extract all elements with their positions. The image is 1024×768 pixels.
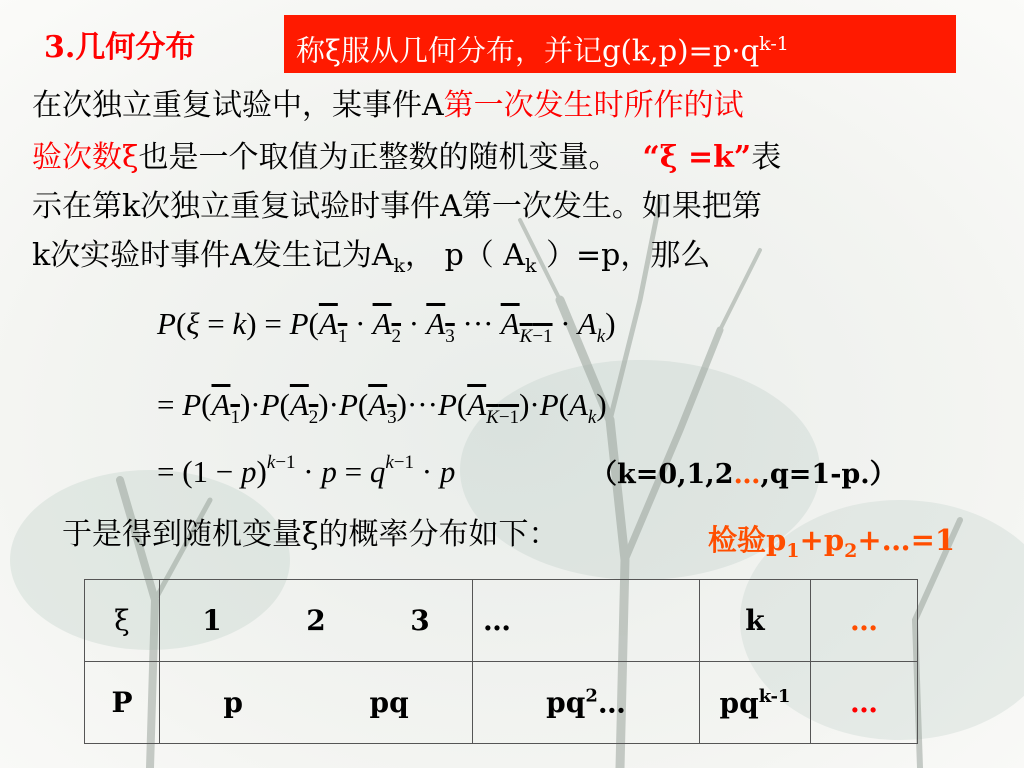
table-row-probabilities: [85, 662, 918, 744]
paragraph-line-3: 示在第k次独立重复试验时事件A第一次发生。如果把第: [32, 189, 762, 224]
table-value-1: 1: [202, 604, 222, 637]
paragraph-l2-b: 也是一个取值为正整数的随机变量。: [138, 140, 619, 175]
paragraph-l4-c: ）=p，那么: [536, 238, 711, 273]
definition-text: 称ξ服从几何分布，并记g(k,p)=p·q: [296, 33, 760, 68]
table-prob-3: [546, 686, 598, 719]
table-header-xi: ξ: [85, 580, 160, 662]
table-value-trailing-dots: …: [811, 580, 918, 662]
formula-line-2: = $P(A_1)\cdot P(A_2)\cdot P(A_3)\cdot\cdot\cdot P(A_{K-1})\cdot P(A_k)$: [157, 387, 607, 428]
paragraph-l2-d: 表: [751, 140, 782, 175]
distribution-intro: 于是得到随机变量ξ的概率分布如下：: [62, 517, 559, 552]
check-b: +p: [799, 523, 845, 557]
formula-line-3: = $(1 - p)^{k-1} \cdot p = q^{k-1} \cdot p$: [157, 452, 456, 489]
paragraph-line-2: [32, 140, 781, 176]
table-value-k: k: [700, 580, 811, 662]
table-cell-values-1-3: [160, 580, 473, 662]
table-prob-dots: …: [597, 686, 626, 720]
condition-dots: …: [733, 459, 761, 490]
check-a: 检验p: [708, 523, 787, 557]
condition-note: [590, 452, 897, 491]
paragraph-l4-b: ， p（ A: [405, 238, 525, 273]
table-prob-2: pq: [369, 686, 409, 719]
condition-b: ,q=1-p.）: [760, 459, 897, 490]
table-cell-probs-3-4: [473, 662, 700, 744]
paragraph-l1-a: 在次独立重复试验中，某事件A: [32, 88, 444, 123]
paragraph-l4-sub2: k: [524, 255, 537, 277]
condition-a: （k=0,1,2: [590, 459, 734, 490]
table-prob-3-base: pq: [546, 686, 586, 720]
table-prob-k-exp: k-1: [758, 685, 791, 707]
table-prob-1: p: [223, 686, 243, 719]
check-s1: 1: [786, 539, 800, 562]
table-prob-trailing-dots: …: [811, 662, 918, 744]
table-row-values: [85, 580, 918, 662]
table-prob-k-base: pq: [719, 686, 759, 720]
distribution-table: [84, 579, 918, 744]
check-note: [708, 518, 955, 562]
definition-box: [284, 15, 956, 73]
slide-title: 3.几何分布: [44, 30, 196, 65]
table-value-2: 2: [306, 604, 326, 637]
paragraph-l1-highlight: 第一次发生时所作的试: [443, 88, 744, 123]
table-value-3: 3: [410, 604, 430, 637]
paragraph-l4-sub: k: [393, 255, 406, 277]
check-c: +…=1: [857, 523, 956, 557]
paragraph-l2-event: “ξ =k”: [642, 140, 752, 175]
table-value-dots: …: [473, 580, 700, 662]
definition-exponent: k-1: [759, 33, 789, 55]
paragraph-l4-a: k次实验时事件A发生记为A: [32, 238, 394, 273]
paragraph-line-1: [32, 88, 744, 124]
paragraph-l2-highlight: 验次数ξ: [32, 140, 139, 175]
table-cell-probs-1-2: [160, 662, 473, 744]
table-header-p: P: [85, 662, 160, 744]
paragraph-line-4: [32, 238, 710, 284]
table-prob-k: [700, 662, 811, 744]
check-s2: 2: [844, 539, 858, 562]
formula-line-1: $P(\xi = k) = P(A_1 \cdot A_2 \cdot A_3$ ··· $A_{K-1} \cdot A_k$): [157, 306, 616, 347]
table-prob-3-exp: 2: [585, 685, 598, 707]
